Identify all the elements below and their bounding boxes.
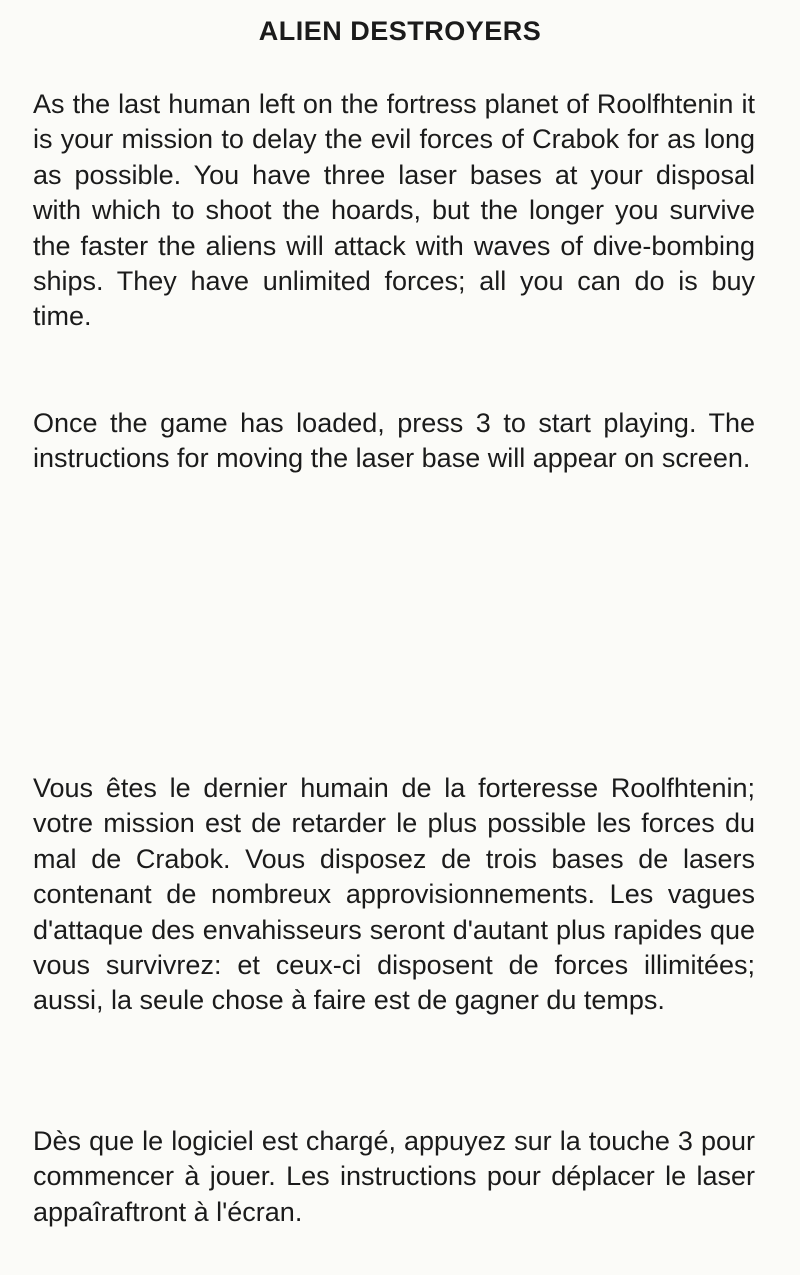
document-title: ALIEN DESTROYERS — [258, 16, 542, 46]
french-instructions-paragraph: Dès que le logiciel est chargé, appuyez sur la touche 3 pour commencer à jouer. Les instructions pour déplacer le laser appaîraftront à l'écran. — [33, 1126, 755, 1227]
french-intro-paragraph: Vous êtes le dernier humain de la forteresse Roolfhtenin; votre mission est de retarder le plus possible les forces du mal de Crabok. Vous disposez de trois bases de lasers contenant de nombreux approvisionnements. Les vagues d'attaque des envahisseurs seront d'autant plus rapides que vous survivrez: et ceux-ci disposent de forces illimitées; aussi, la seule chose à faire est de gagner du temps. — [33, 773, 755, 1016]
english-intro-paragraph: As the last human left on the fortress planet of Roolfhtenin it is your mission to delay the evil forces of Crabok for as long as possible. You have three laser bases at your disposal with which to shoot the hoards, but the longer you survive the faster the aliens will attack with waves of dive-bombing ships. They have unlimited forces; all you can do is buy time. — [33, 89, 755, 332]
english-instructions-paragraph: Once the game has loaded, press 3 to start playing. The instructions for moving the laser base will appear on screen. — [33, 408, 755, 474]
